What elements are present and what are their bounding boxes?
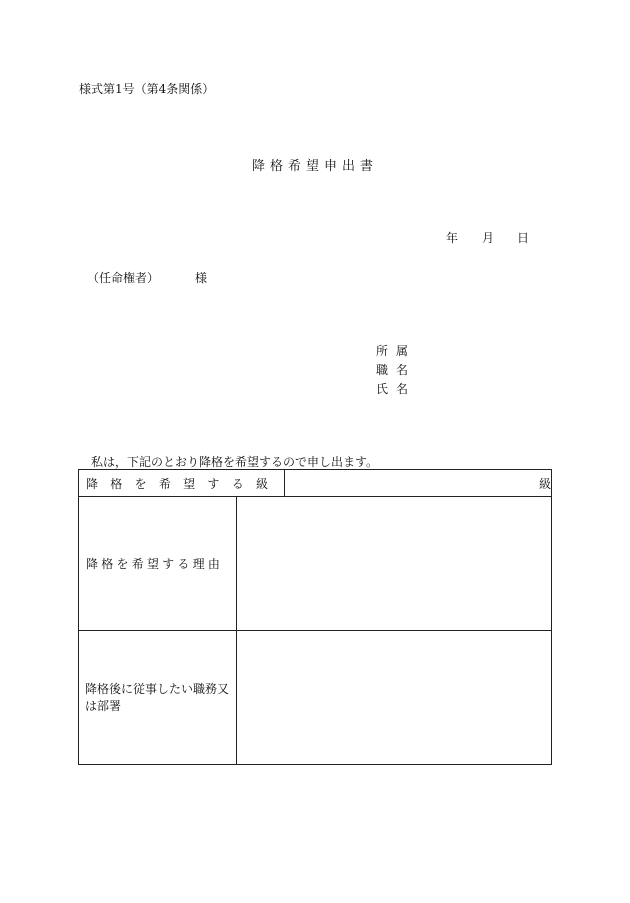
date-day-label: 日 [517, 231, 530, 245]
label-char: 希 [158, 476, 171, 491]
reason-input-cell[interactable] [237, 497, 552, 631]
addressee-honorific: 様 [195, 271, 208, 285]
appointing-authority-label: （任命権者） [87, 271, 160, 285]
label-char: 格 [110, 476, 123, 491]
label-char: 望 [183, 476, 196, 491]
label-char: 由 [207, 557, 220, 571]
reason-label [79, 555, 236, 572]
grade-unit-label: 級 [538, 476, 551, 491]
reason-label-cell [79, 497, 237, 631]
duty-label-cell [79, 631, 237, 765]
position-label: 職名 [376, 363, 417, 377]
date-year-label: 年 [446, 231, 459, 245]
label-char: 降 [86, 476, 99, 491]
label-char: 理 [192, 557, 205, 571]
label-char: る [177, 557, 190, 571]
request-form-table [78, 469, 552, 765]
affiliation-label: 所属 [376, 344, 417, 358]
duty-input-cell[interactable] [237, 631, 552, 765]
grade-input-cell[interactable] [285, 470, 552, 497]
label-char: す [207, 476, 220, 491]
table-row [79, 497, 552, 631]
label-char: 望 [146, 557, 159, 571]
label-char: る [231, 476, 244, 491]
label-char: す [162, 557, 175, 571]
grade-label [79, 475, 284, 492]
table-row [79, 631, 552, 765]
label-char: 格 [101, 557, 114, 571]
label-char: を [134, 476, 147, 491]
document-title: 降格希望申出書 [251, 159, 378, 174]
date-month-label: 月 [482, 231, 495, 245]
grade-label-cell [79, 470, 285, 497]
label-char: 希 [131, 557, 144, 571]
label-char: を [116, 557, 129, 571]
label-char: 降 [86, 557, 99, 571]
form-number: 様式第1号（第4条関係） [79, 82, 215, 96]
label-char: 級 [255, 476, 268, 491]
name-label: 氏名 [376, 382, 417, 396]
duty-label: 降格後に従事したい職務又は部署 [85, 681, 230, 713]
table-row [79, 470, 552, 497]
request-statement: 私は，下記のとおり降格を希望するので申し出ます。 [91, 455, 379, 469]
